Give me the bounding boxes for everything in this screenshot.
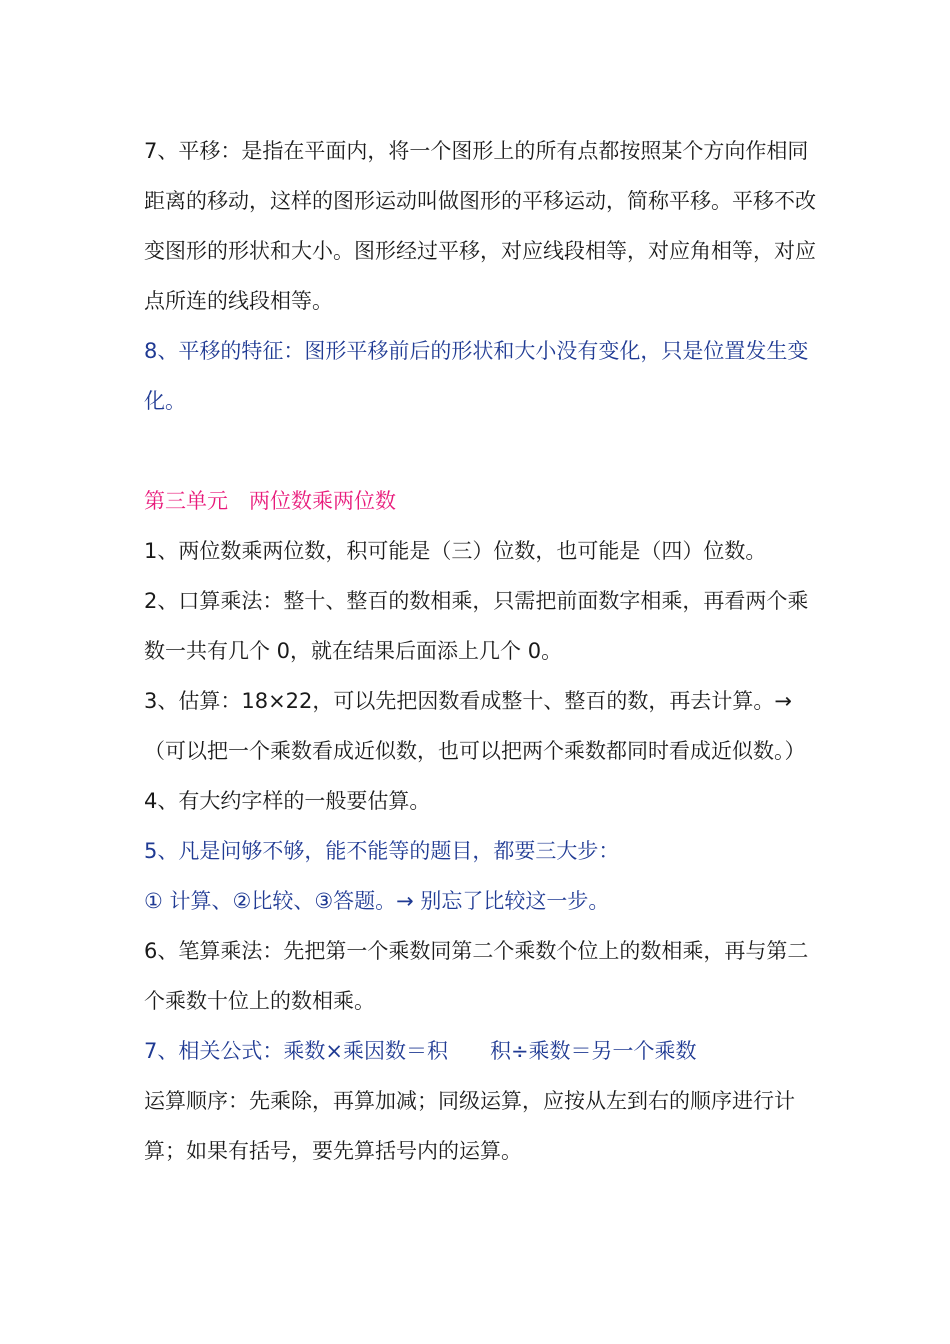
- operation-order: 运算顺序：先乘除，再算加减；同级运算，应按从左到右的顺序进行计算；如果有括号，要先算括号内的运算。: [144, 1089, 795, 1163]
- section-spacer: [144, 426, 824, 476]
- point-4: 4、有大约字样的一般要估算。: [144, 789, 431, 813]
- point-2: 2、口算乘法：整十、整百的数相乘，只需把前面数字相乘，再看两个乘数一共有几个 0，就在结果后面添上几个 0。: [144, 589, 809, 663]
- point-7-formulas: 7、相关公式：乘数×乘因数＝积 积÷乘数＝另一个乘数: [144, 1039, 697, 1063]
- unit-title: 第三单元 两位数乘两位数: [144, 489, 396, 513]
- document-content: [144, 126, 824, 1176]
- point-5: 5、凡是问够不够，能不能等的题目，都要三大步：: [144, 839, 620, 863]
- point-5-steps: ① 计算、②比较、③答题。→ 别忘了比较这一步。: [144, 889, 610, 913]
- point-6: 6、笔算乘法：先把第一个乘数同第二个乘数个位上的数相乘，再与第二个乘数十位上的数相乘。: [144, 939, 809, 1013]
- point-3: 3、估算：18×22，可以先把因数看成整十、整百的数，再去计算。→（可以把一个乘数看成近似数，也可以把两个乘数都同时看成近似数。）: [144, 689, 806, 763]
- translation-feature: 8、平移的特征：图形平移前后的形状和大小没有变化，只是位置发生变化。: [144, 339, 809, 413]
- point-1: 1、两位数乘两位数，积可能是（三）位数，也可能是（四）位数。: [144, 539, 767, 563]
- translation-definition: 7、平移：是指在平面内，将一个图形上的所有点都按照某个方向作相同距离的移动，这样的图形运动叫做图形的平移运动，简称平移。平移不改变图形的形状和大小。图形经过平移，对应线段相等，对应角相等，对应点所连的线段相等。: [144, 139, 816, 313]
